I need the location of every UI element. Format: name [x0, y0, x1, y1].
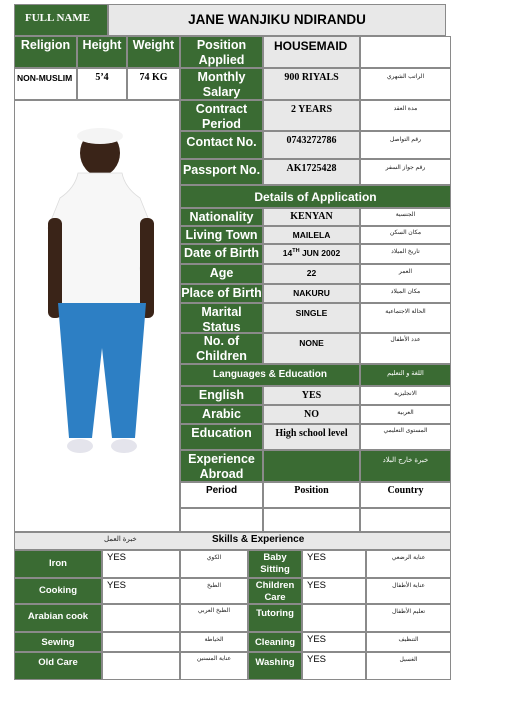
passport-value: AK1725428: [263, 159, 360, 185]
skill-arabian-cook-label: Arabian cook: [14, 604, 102, 632]
experience-row-empty-1: [180, 508, 263, 532]
position-label: Position Applied: [180, 36, 263, 68]
height-value: 5’4: [77, 68, 127, 100]
age-value: 22: [263, 264, 360, 284]
dob-day: 14: [282, 248, 293, 258]
dob-label: Date of Birth: [180, 244, 263, 264]
skill-tutoring-label: Tutoring: [248, 604, 302, 632]
position-extra: [360, 36, 451, 68]
education-arabic: المستوى التعليمي: [360, 424, 451, 450]
living-town-value: MAILELA: [263, 226, 360, 244]
skill-old-care-label: Old Care: [14, 652, 102, 680]
arabic-value: NO: [263, 405, 360, 424]
skill-iron-arabic: الكوي: [180, 550, 248, 578]
children-label: No. of Children: [180, 333, 263, 364]
skill-baby-sitting-arabic: عناية الرضعي: [366, 550, 451, 578]
religion-value: NON-MUSLIM: [14, 68, 77, 100]
skills-title-arabic: خبرة العمل: [104, 536, 137, 543]
marital-value: SINGLE: [263, 303, 360, 333]
skill-children-care-value: YES: [302, 578, 366, 604]
religion-header: Religion: [14, 36, 77, 68]
salary-arabic: الراتب الشهري: [360, 68, 451, 100]
pob-value: NAKURU: [263, 284, 360, 303]
contract-arabic: مدة العقد: [360, 100, 451, 131]
skill-arabian-cook-arabic: الطبخ العربي: [180, 604, 248, 632]
dob-suffix: TH: [292, 248, 300, 255]
skill-iron-value: YES: [102, 550, 180, 578]
experience-abroad-fill: [263, 450, 360, 482]
children-value: NONE: [263, 333, 360, 364]
applicant-photo: [40, 128, 165, 468]
experience-row-empty-3: [360, 508, 451, 532]
contract-label: Contract Period: [180, 100, 263, 131]
living-town-arabic: مكان السكن: [360, 226, 451, 244]
contact-arabic: رقم التواصل: [360, 131, 451, 159]
salary-value: 900 RIYALS: [263, 68, 360, 100]
marital-label: Marital Status: [180, 303, 263, 333]
skill-children-care-arabic: عناية الأطفال: [366, 578, 451, 604]
height-header: Height: [77, 36, 127, 68]
age-arabic: العمر: [360, 264, 451, 284]
skill-arabian-cook-value: [102, 604, 180, 632]
languages-section-title: Languages & Education: [180, 364, 360, 386]
children-arabic: عدد الأطفال: [360, 333, 451, 364]
dob-rest: JUN 2002: [299, 248, 341, 258]
pob-label: Place of Birth: [180, 284, 263, 303]
arabic-label: Arabic: [180, 405, 263, 424]
skill-old-care-value: [102, 652, 180, 680]
skill-tutoring-arabic: تعليم الأطفال: [366, 604, 451, 632]
skill-cleaning-arabic: التنظيف: [366, 632, 451, 652]
skill-sewing-label: Sewing: [14, 632, 102, 652]
skill-washing-arabic: الغسيل: [366, 652, 451, 680]
skill-baby-sitting-value: YES: [302, 550, 366, 578]
experience-row-empty-2: [263, 508, 360, 532]
nationality-label: Nationality: [180, 208, 263, 226]
skill-children-care-label: Children Care: [248, 578, 302, 604]
living-town-label: Living Town: [180, 226, 263, 244]
languages-section-arabic: اللغة و التعليم: [360, 364, 451, 386]
skill-baby-sitting-label: Baby Sitting: [248, 550, 302, 578]
dob-arabic: تاريخ الميلاد: [360, 244, 451, 264]
weight-value: 74 KG: [127, 68, 180, 100]
skill-sewing-arabic: الخياطة: [180, 632, 248, 652]
arabic-arabic: العربية: [360, 405, 451, 424]
full-name-label: FULL NAME: [14, 4, 108, 36]
skill-cooking-value: YES: [102, 578, 180, 604]
skill-cooking-label: Cooking: [14, 578, 102, 604]
skill-iron-label: Iron: [14, 550, 102, 578]
skills-title: Skills & Experience: [212, 534, 305, 545]
skill-sewing-value: [102, 632, 180, 652]
skill-cleaning-label: Cleaning: [248, 632, 302, 652]
education-label: Education: [180, 424, 263, 450]
full-name-value: JANE WANJIKU NDIRANDU: [108, 4, 446, 36]
english-label: English: [180, 386, 263, 405]
dob-value: [263, 244, 360, 264]
contact-value: 0743272786: [263, 131, 360, 159]
col-period-header: Period: [180, 482, 263, 508]
skill-cooking-arabic: الطبخ: [180, 578, 248, 604]
skill-cleaning-value: YES: [302, 632, 366, 652]
marital-arabic: الحالة الاجتماعية: [360, 303, 451, 333]
passport-arabic: رقم جواز السفر: [360, 159, 451, 185]
skill-washing-value: YES: [302, 652, 366, 680]
col-position-header: Position: [263, 482, 360, 508]
contact-label: Contact No.: [180, 131, 263, 159]
salary-label: Monthly Salary: [180, 68, 263, 100]
nationality-arabic: الجنسية: [360, 208, 451, 226]
english-value: YES: [263, 386, 360, 405]
skill-tutoring-value: [302, 604, 366, 632]
experience-abroad-label: Experience Abroad: [180, 450, 263, 482]
english-arabic: الانجليزية: [360, 386, 451, 405]
passport-label: Passport No.: [180, 159, 263, 185]
pob-arabic: مكان الميلاد: [360, 284, 451, 303]
position-value: HOUSEMAID: [263, 36, 360, 68]
education-value: High school level: [263, 424, 360, 450]
skill-old-care-arabic: عناية المسنين: [180, 652, 248, 680]
experience-abroad-arabic: خبرة خارج البلاد: [360, 450, 451, 482]
col-country-header: Country: [360, 482, 451, 508]
skill-washing-label: Washing: [248, 652, 302, 680]
details-section-title: Details of Application: [180, 185, 451, 208]
nationality-value: KENYAN: [263, 208, 360, 226]
weight-header: Weight: [127, 36, 180, 68]
age-label: Age: [180, 264, 263, 284]
contract-value: 2 YEARS: [263, 100, 360, 131]
